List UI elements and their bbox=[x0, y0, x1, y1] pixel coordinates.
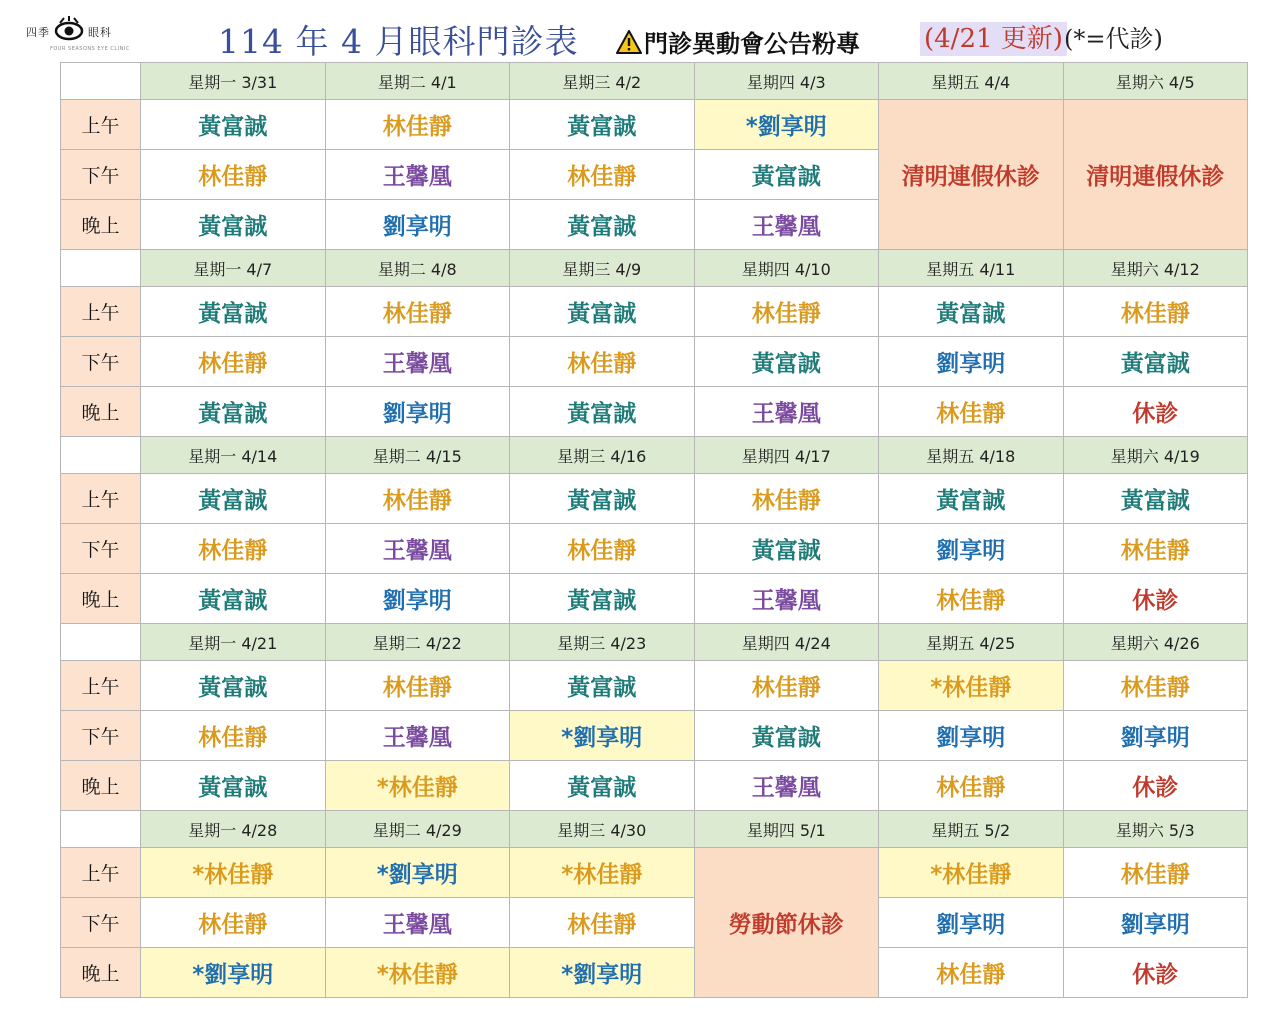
doctor-cell: 黃富誠 bbox=[141, 574, 326, 624]
doctor-cell: 林佳靜 bbox=[879, 574, 1064, 624]
substitute-doctor-cell: *林佳靜 bbox=[141, 848, 326, 898]
title-row bbox=[0, 16, 1280, 60]
closed-cell: 休診 bbox=[1063, 387, 1248, 437]
period-label: 晚上 bbox=[61, 574, 141, 624]
doctor-cell: 黃富誠 bbox=[141, 661, 326, 711]
day-header: 星期二 4/1 bbox=[325, 63, 510, 100]
day-header: 星期三 4/16 bbox=[510, 437, 695, 474]
doctor-cell: 林佳靜 bbox=[694, 474, 879, 524]
day-header: 星期三 4/2 bbox=[510, 63, 695, 100]
corner-cell bbox=[61, 250, 141, 287]
day-header: 星期六 4/19 bbox=[1063, 437, 1248, 474]
closed-cell: 休診 bbox=[1063, 574, 1248, 624]
doctor-cell: 林佳靜 bbox=[510, 898, 695, 948]
doctor-cell: 黃富誠 bbox=[510, 474, 695, 524]
doctor-cell: 劉享明 bbox=[325, 574, 510, 624]
day-header: 星期五 4/18 bbox=[879, 437, 1064, 474]
period-label: 上午 bbox=[61, 287, 141, 337]
doctor-cell: 黃富誠 bbox=[694, 711, 879, 761]
holiday-cell: 清明連假休診 bbox=[1063, 100, 1248, 250]
doctor-cell: 林佳靜 bbox=[1063, 524, 1248, 574]
substitute-doctor-cell: *林佳靜 bbox=[325, 948, 510, 998]
doctor-cell: 林佳靜 bbox=[510, 150, 695, 200]
doctor-cell: 林佳靜 bbox=[1063, 661, 1248, 711]
day-header: 星期二 4/29 bbox=[325, 811, 510, 848]
evening-row bbox=[61, 761, 1248, 811]
doctor-cell: 林佳靜 bbox=[325, 474, 510, 524]
week-header-row bbox=[61, 63, 1248, 100]
day-header: 星期一 4/28 bbox=[141, 811, 326, 848]
doctor-cell: 林佳靜 bbox=[879, 387, 1064, 437]
doctor-cell: 黃富誠 bbox=[879, 287, 1064, 337]
doctor-cell: 林佳靜 bbox=[141, 898, 326, 948]
doctor-cell: 黃富誠 bbox=[141, 387, 326, 437]
day-header: 星期二 4/22 bbox=[325, 624, 510, 661]
notice-text: 門診異動會公告粉專 bbox=[644, 30, 860, 58]
day-header: 星期一 4/7 bbox=[141, 250, 326, 287]
doctor-cell: 林佳靜 bbox=[694, 287, 879, 337]
doctor-cell: 黃富誠 bbox=[510, 661, 695, 711]
warning-icon bbox=[616, 30, 642, 54]
doctor-cell: 黃富誠 bbox=[141, 100, 326, 150]
doctor-cell: 劉享明 bbox=[879, 524, 1064, 574]
day-header: 星期一 4/14 bbox=[141, 437, 326, 474]
doctor-cell: 王馨凰 bbox=[694, 387, 879, 437]
schedule-table bbox=[60, 62, 1248, 998]
doctor-cell: 王馨凰 bbox=[325, 711, 510, 761]
day-header: 星期四 4/3 bbox=[694, 63, 879, 100]
evening-row bbox=[61, 387, 1248, 437]
doctor-cell: 黃富誠 bbox=[694, 524, 879, 574]
doctor-cell: 林佳靜 bbox=[510, 524, 695, 574]
doctor-cell: 林佳靜 bbox=[694, 661, 879, 711]
doctor-cell: 黃富誠 bbox=[694, 150, 879, 200]
period-label: 下午 bbox=[61, 150, 141, 200]
week-header-row bbox=[61, 250, 1248, 287]
substitute-doctor-cell: *林佳靜 bbox=[879, 661, 1064, 711]
period-label: 下午 bbox=[61, 337, 141, 387]
day-header: 星期六 5/3 bbox=[1063, 811, 1248, 848]
doctor-cell: 林佳靜 bbox=[879, 761, 1064, 811]
period-label: 晚上 bbox=[61, 761, 141, 811]
doctor-cell: 劉享明 bbox=[879, 711, 1064, 761]
day-header: 星期六 4/12 bbox=[1063, 250, 1248, 287]
period-label: 上午 bbox=[61, 661, 141, 711]
afternoon-row bbox=[61, 898, 1248, 948]
doctor-cell: 黃富誠 bbox=[141, 474, 326, 524]
week-header-row bbox=[61, 437, 1248, 474]
afternoon-row bbox=[61, 711, 1248, 761]
substitute-legend: (*=代診) bbox=[1064, 25, 1163, 53]
doctor-cell: 王馨凰 bbox=[694, 761, 879, 811]
doctor-cell: 黃富誠 bbox=[141, 200, 326, 250]
doctor-cell: 王馨凰 bbox=[325, 150, 510, 200]
day-header: 星期一 4/21 bbox=[141, 624, 326, 661]
doctor-cell: 劉享明 bbox=[325, 387, 510, 437]
substitute-doctor-cell: *林佳靜 bbox=[510, 848, 695, 898]
day-header: 星期六 4/5 bbox=[1063, 63, 1248, 100]
day-header: 星期四 4/17 bbox=[694, 437, 879, 474]
period-label: 下午 bbox=[61, 898, 141, 948]
corner-cell bbox=[61, 624, 141, 661]
doctor-cell: 黃富誠 bbox=[510, 761, 695, 811]
doctor-cell: 黃富誠 bbox=[510, 387, 695, 437]
afternoon-row bbox=[61, 524, 1248, 574]
doctor-cell: 劉享明 bbox=[1063, 711, 1248, 761]
week-header-row bbox=[61, 811, 1248, 848]
substitute-doctor-cell: *林佳靜 bbox=[325, 761, 510, 811]
day-header: 星期四 4/10 bbox=[694, 250, 879, 287]
period-label: 下午 bbox=[61, 524, 141, 574]
period-label: 晚上 bbox=[61, 387, 141, 437]
substitute-doctor-cell: *劉享明 bbox=[510, 711, 695, 761]
doctor-cell: 劉享明 bbox=[879, 898, 1064, 948]
day-header: 星期二 4/15 bbox=[325, 437, 510, 474]
substitute-doctor-cell: *劉享明 bbox=[141, 948, 326, 998]
doctor-cell: 劉享明 bbox=[879, 337, 1064, 387]
holiday-cell: 勞動節休診 bbox=[694, 848, 879, 998]
doctor-cell: 王馨凰 bbox=[325, 524, 510, 574]
doctor-cell: 林佳靜 bbox=[325, 287, 510, 337]
closed-cell: 休診 bbox=[1063, 761, 1248, 811]
doctor-cell: 王馨凰 bbox=[694, 200, 879, 250]
week-header-row bbox=[61, 624, 1248, 661]
doctor-cell: 黃富誠 bbox=[694, 337, 879, 387]
doctor-cell: 林佳靜 bbox=[325, 100, 510, 150]
corner-cell bbox=[61, 811, 141, 848]
substitute-doctor-cell: *劉享明 bbox=[510, 948, 695, 998]
substitute-doctor-cell: *劉享明 bbox=[325, 848, 510, 898]
doctor-cell: 林佳靜 bbox=[510, 337, 695, 387]
doctor-cell: 林佳靜 bbox=[141, 337, 326, 387]
doctor-cell: 黃富誠 bbox=[141, 287, 326, 337]
day-header: 星期一 3/31 bbox=[141, 63, 326, 100]
morning-row bbox=[61, 848, 1248, 898]
doctor-cell: 林佳靜 bbox=[141, 711, 326, 761]
period-label: 上午 bbox=[61, 474, 141, 524]
morning-row bbox=[61, 287, 1248, 337]
day-header: 星期三 4/9 bbox=[510, 250, 695, 287]
period-label: 上午 bbox=[61, 848, 141, 898]
logo-left-text: 四季 bbox=[26, 26, 50, 39]
day-header: 星期三 4/23 bbox=[510, 624, 695, 661]
day-header: 星期五 4/11 bbox=[879, 250, 1064, 287]
doctor-cell: 王馨凰 bbox=[325, 337, 510, 387]
doctor-cell: 黃富誠 bbox=[1063, 474, 1248, 524]
day-header: 星期五 5/2 bbox=[879, 811, 1064, 848]
doctor-cell: 黃富誠 bbox=[1063, 337, 1248, 387]
day-header: 星期五 4/25 bbox=[879, 624, 1064, 661]
afternoon-row bbox=[61, 337, 1248, 387]
doctor-cell: 劉享明 bbox=[325, 200, 510, 250]
period-label: 上午 bbox=[61, 100, 141, 150]
substitute-doctor-cell: *林佳靜 bbox=[879, 848, 1064, 898]
doctor-cell: 林佳靜 bbox=[141, 524, 326, 574]
doctor-cell: 林佳靜 bbox=[879, 948, 1064, 998]
day-header: 星期四 5/1 bbox=[694, 811, 879, 848]
morning-row bbox=[61, 661, 1248, 711]
page-title: 114 年 4 月眼科門診表 bbox=[218, 22, 579, 61]
substitute-doctor-cell: *劉享明 bbox=[694, 100, 879, 150]
doctor-cell: 王馨凰 bbox=[694, 574, 879, 624]
period-label: 晚上 bbox=[61, 200, 141, 250]
corner-cell bbox=[61, 437, 141, 474]
logo-subtitle: FOUR SEASONS EYE CLINIC bbox=[50, 46, 130, 52]
doctor-cell: 黃富誠 bbox=[879, 474, 1064, 524]
morning-row bbox=[61, 100, 1248, 150]
period-label: 晚上 bbox=[61, 948, 141, 998]
doctor-cell: 黃富誠 bbox=[510, 200, 695, 250]
doctor-cell: 林佳靜 bbox=[325, 661, 510, 711]
doctor-cell: 劉享明 bbox=[1063, 898, 1248, 948]
doctor-cell: 林佳靜 bbox=[141, 150, 326, 200]
day-header: 星期二 4/8 bbox=[325, 250, 510, 287]
doctor-cell: 黃富誠 bbox=[510, 574, 695, 624]
notice-link[interactable] bbox=[616, 24, 860, 56]
doctor-cell: 黃富誠 bbox=[141, 761, 326, 811]
doctor-cell: 林佳靜 bbox=[1063, 848, 1248, 898]
period-label: 下午 bbox=[61, 711, 141, 761]
day-header: 星期六 4/26 bbox=[1063, 624, 1248, 661]
morning-row bbox=[61, 474, 1248, 524]
closed-cell: 休診 bbox=[1063, 948, 1248, 998]
evening-row bbox=[61, 574, 1248, 624]
day-header: 星期五 4/4 bbox=[879, 63, 1064, 100]
corner-cell bbox=[61, 63, 141, 100]
doctor-cell: 黃富誠 bbox=[510, 287, 695, 337]
doctor-cell: 王馨凰 bbox=[325, 898, 510, 948]
update-badge: (4/21 更新) bbox=[920, 22, 1067, 56]
doctor-cell: 黃富誠 bbox=[510, 100, 695, 150]
doctor-cell: 林佳靜 bbox=[1063, 287, 1248, 337]
day-header: 星期四 4/24 bbox=[694, 624, 879, 661]
holiday-cell: 清明連假休診 bbox=[879, 100, 1064, 250]
day-header: 星期三 4/30 bbox=[510, 811, 695, 848]
evening-row bbox=[61, 948, 1248, 998]
logo-right-text: 眼科 bbox=[88, 26, 112, 39]
